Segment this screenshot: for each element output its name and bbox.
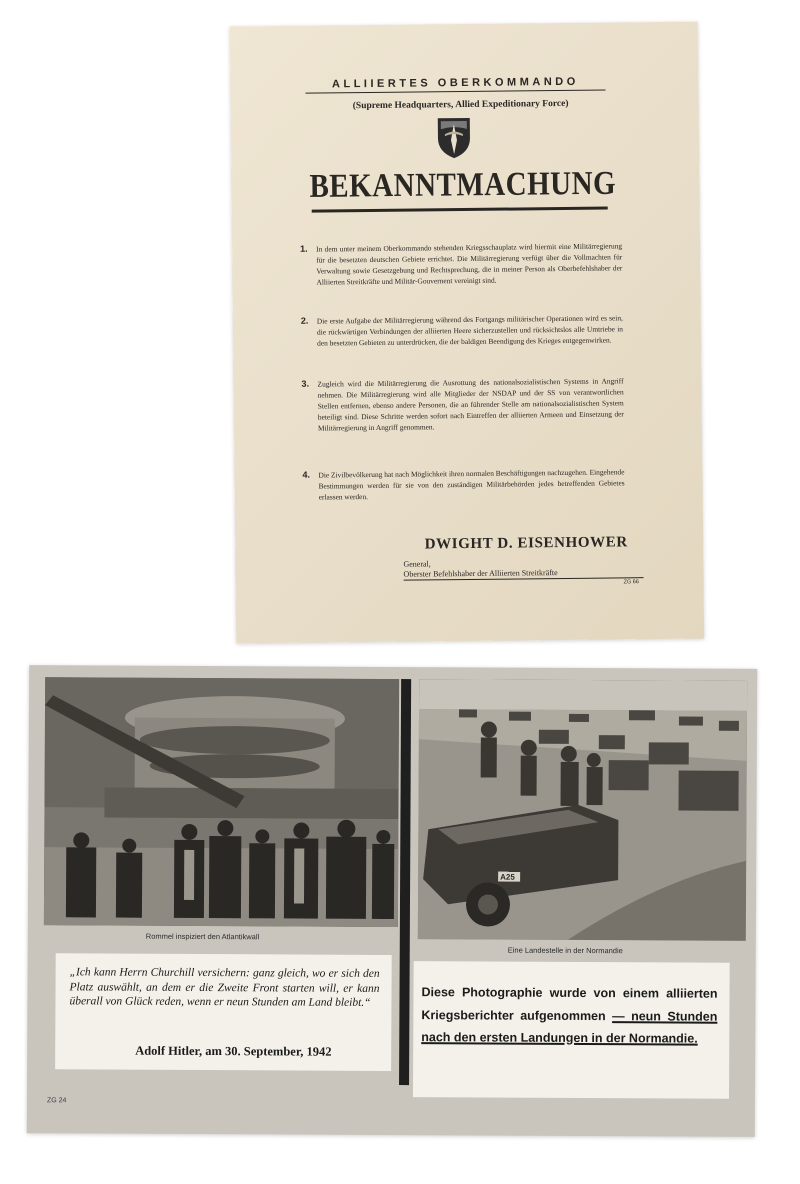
paragraph-text: Die erste Aufgabe der Militärregierung während des Fortgangs militärischer Operationen wird es sein, die rückwärtigen Verbindungen der alliierten Heere sicherzustellen und rücksichtslos alle Umtriebe in den besetzten Gebieten zu unterdrücken, die der baldigen Beendigung des Krieges entgegenwirken. (316, 313, 624, 348)
paragraph-2 (300, 312, 624, 348)
paragraph-4 (302, 466, 625, 502)
signature-title: Oberster Befehlshaber der Alliierten Streitkräfte (403, 567, 643, 581)
vehicle-marking: A25 (500, 872, 515, 882)
quote-attribution: Adolf Hitler, am 30. September, 1942 (135, 1043, 332, 1059)
center-divider (399, 679, 411, 1085)
fact-emphasis: — neun Stunden nach den ersten Landungen in der Normandie. (421, 1008, 718, 1046)
proclamation-title: BEKANNTMACHUNG (309, 164, 617, 205)
paragraph-number: 4. (302, 469, 311, 480)
fact-intro: Diese Photographie wurde von einem alliierten Kriegsberichter aufgenommen (421, 985, 718, 1023)
paragraph-number: 3. (301, 378, 310, 389)
paragraph-number: 2. (300, 315, 309, 326)
atlantic-wall-photo (44, 677, 399, 927)
left-photo-caption: Rommel inspiziert den Atlantikwall (145, 931, 260, 942)
signature-rank: General, (403, 559, 431, 569)
paragraph-text: Die Zivilbevölkerung hat nach Möglichkeit ihren normalen Beschäftigungen nachzugehen. Eingehende Bestimmungen werden für sie von den zuständigen Militärbehörden jedes betreffenden Gebietes erlassen werden. (318, 467, 625, 502)
hitler-quote: „Ich kann Herrn Churchill versichern: ganz gleich, wo er sich den Platz auswählt, an dem er die Zweite Front starten will, er kann überall von Glück reden, wenn er neun Stunden am Land bleibt.“ (69, 966, 380, 1009)
signature-name: DWIGHT D. EISENHOWER (424, 534, 628, 553)
leaflet-code: ZG 24 (46, 1097, 67, 1105)
proclamation-code: ZG 66 (623, 579, 639, 586)
paragraph-3 (301, 375, 624, 433)
title-underline (312, 207, 608, 213)
proclamation-subheader: (Supreme Headquarters, Allied Expeditionary Force) (352, 98, 569, 112)
proclamation-sheet (230, 22, 704, 644)
paragraph-text: Zugleich wird die Militärregierung die Ausrottung des nationalsozialistischen Systems in Angriff nehmen. Die Militärregierung wird alle Mitglieder der NSDAP und der SS von verantwortlichen Stellen entfernen, ebenso andere Personen, die an führender Stelle am nationalsozialistischen System beteiligt sind. Diese Schritte werden sofort nach Eintreffen der alliierten Armeen und Einsetzung der Militärregierung in Angriff genommen. (317, 376, 624, 433)
propaganda-leaflet (27, 665, 757, 1137)
photo-fact-text (421, 981, 717, 1050)
shaef-emblem-icon (436, 116, 472, 160)
proclamation-header: ALLIIERTES OBERKOMMANDO (305, 76, 605, 94)
right-photo-caption: Eine Landestelle in der Normandie (507, 945, 623, 956)
normandy-landing-photo (418, 679, 747, 941)
paragraph-number: 1. (300, 243, 308, 254)
paragraph-1 (300, 240, 623, 287)
paragraph-text: In dem unter meinem Oberkommando stehenden Kriegsschauplatz wird hiermit eine Militärregierung für die besetzten deutschen Gebiete errichtet. Die Militärregierung verfügt über die Vollmachten für Verwaltung sowie Gesetzgebung und Rechtsprechung, die in meiner Person als Oberbefehlshaber der Alliierten Streitkräfte und Militär-Gouvernent vereinigt sind. (316, 241, 623, 287)
hitler-quote-box (55, 953, 392, 1071)
photo-fact-box (413, 961, 730, 1099)
